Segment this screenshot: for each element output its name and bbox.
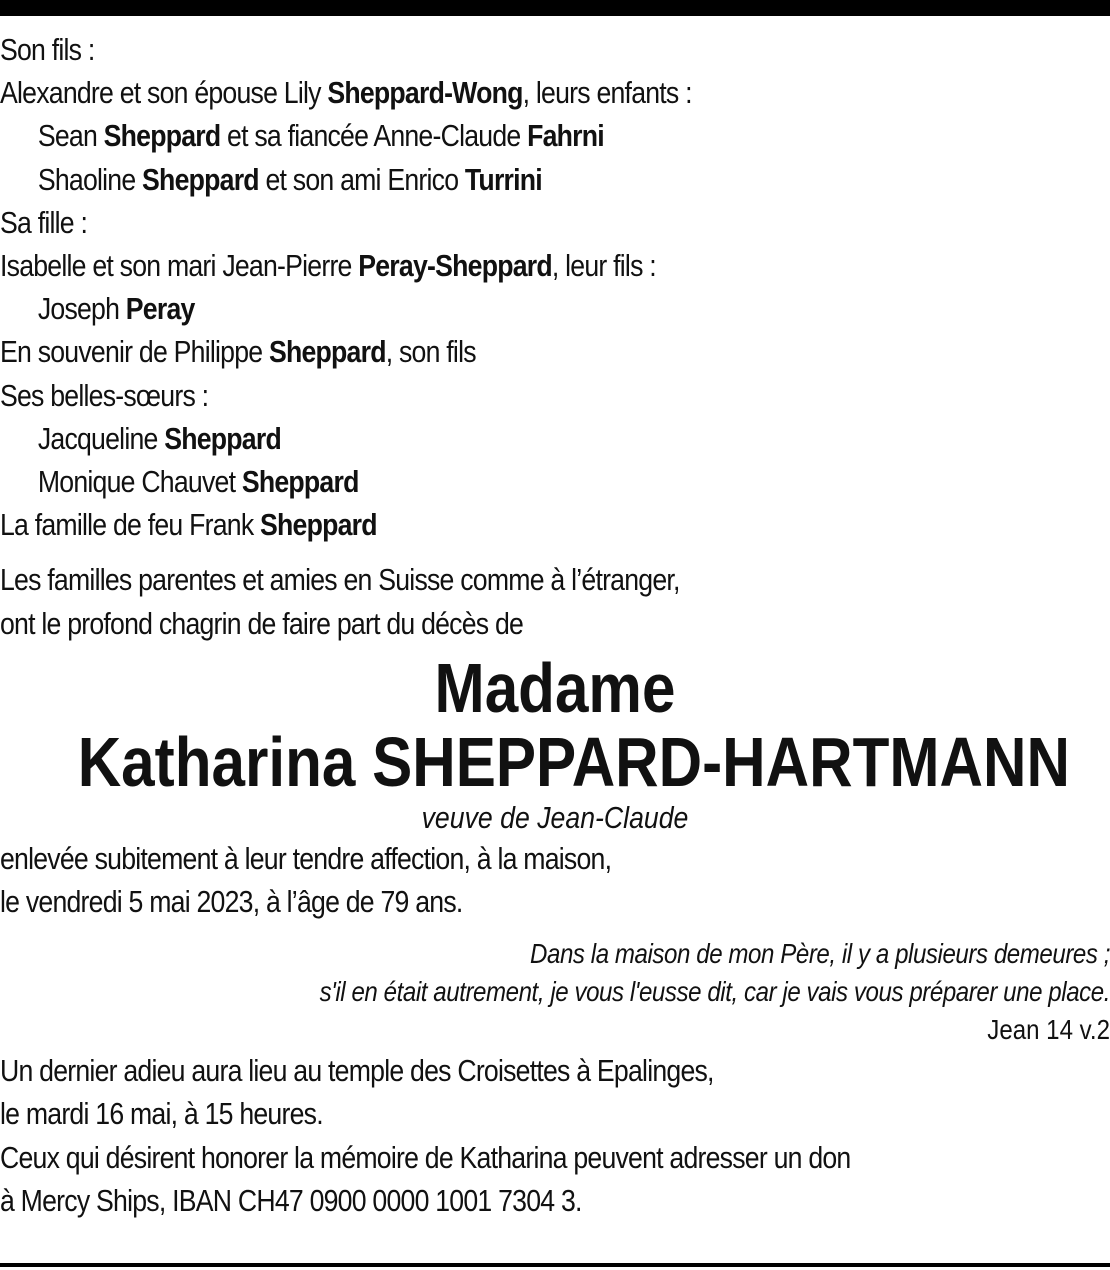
family-line-shaoline: [0, 158, 955, 201]
family-line-frank: [0, 503, 955, 546]
spacer: [0, 923, 1110, 935]
surname: Turrini: [464, 161, 542, 197]
daughter-heading: [0, 201, 955, 244]
surname: Sheppard: [142, 161, 259, 197]
surname: Sheppard: [241, 464, 359, 500]
text: , leur fils :: [551, 248, 656, 284]
verse-line-1: Dans la maison de mon Père, il y a plusieurs demeures ;: [530, 938, 1110, 970]
family-line-monique: [0, 460, 955, 503]
text: Joseph: [37, 291, 126, 327]
verse-reference: Jean 14 v.2: [987, 1014, 1110, 1046]
son-heading: [0, 28, 955, 71]
surname: Peray-Sheppard: [358, 248, 552, 284]
obituary-notice: [0, 28, 1110, 1222]
donation-line-2: à Mercy Ships, IBAN CH47 0900 0000 1001 7304 3.: [0, 1182, 582, 1218]
family-line-joseph: [0, 287, 955, 330]
son-heading-text: Son fils :: [0, 32, 95, 67]
announcement-line-1: Les familles parentes et amies en Suisse comme à l’étranger,: [0, 562, 680, 598]
deceased-salutation: Madame: [434, 648, 676, 727]
bottom-rule: [0, 1263, 1110, 1267]
surname: Peray: [125, 291, 195, 327]
text: Monique Chauvet: [37, 464, 242, 500]
deceased-name: Katharina SHEPPARD-HARTMANN: [77, 722, 1070, 801]
text: et son ami Enrico: [258, 161, 465, 197]
death-line-1: enlevée subitement à leur tendre affection, à la maison,: [0, 840, 612, 876]
text: Sean: [37, 118, 104, 154]
text: et sa fiancée Anne-Claude: [220, 118, 528, 154]
surname: Fahrni: [527, 118, 604, 154]
text: Sa fille :: [0, 204, 88, 240]
announcement-line-2: ont le profond chagrin de faire part du décès de: [0, 605, 524, 641]
widow-of: veuve de Jean-Claude: [421, 799, 689, 835]
ceremony-line-1: Un dernier adieu aura lieu au temple des Croisettes à Epalinges,: [0, 1053, 714, 1089]
surname: Sheppard: [103, 118, 221, 154]
surname: Sheppard: [164, 420, 281, 456]
family-line-sean: [0, 114, 955, 157]
text: Ses belles-sœurs :: [0, 377, 209, 413]
text: La famille de feu Frank: [0, 507, 261, 543]
sisters-in-law-heading: [0, 374, 955, 417]
death-line-2: le vendredi 5 mai 2023, à l’âge de 79 ans.: [0, 884, 463, 920]
text: , son fils: [385, 334, 476, 370]
text: Shaoline: [37, 161, 143, 197]
family-line-isabelle: [0, 244, 955, 287]
text: Jacqueline: [37, 420, 165, 456]
family-line-philippe: [0, 330, 955, 373]
top-rule: [0, 0, 1110, 16]
ceremony-line-2: le mardi 16 mai, à 15 heures.: [0, 1096, 323, 1132]
text: En souvenir de Philippe: [0, 334, 269, 370]
surname: Sheppard-Wong: [327, 75, 523, 111]
donation-line-1: Ceux qui désirent honorer la mémoire de Katharina peuvent adresser un don: [0, 1139, 851, 1175]
spacer: [0, 546, 1110, 558]
text: Alexandre et son épouse Lily: [0, 75, 328, 111]
surname: Sheppard: [260, 507, 377, 543]
family-line-alexandre: [0, 71, 955, 114]
surname: Sheppard: [268, 334, 386, 370]
text: Isabelle et son mari Jean-Pierre: [0, 248, 359, 284]
verse-line-2: s'il en était autrement, je vous l'eusse dit, car je vais vous préparer une place.: [319, 976, 1110, 1008]
family-line-jacqueline: [0, 417, 955, 460]
text: , leurs enfants :: [522, 75, 692, 111]
